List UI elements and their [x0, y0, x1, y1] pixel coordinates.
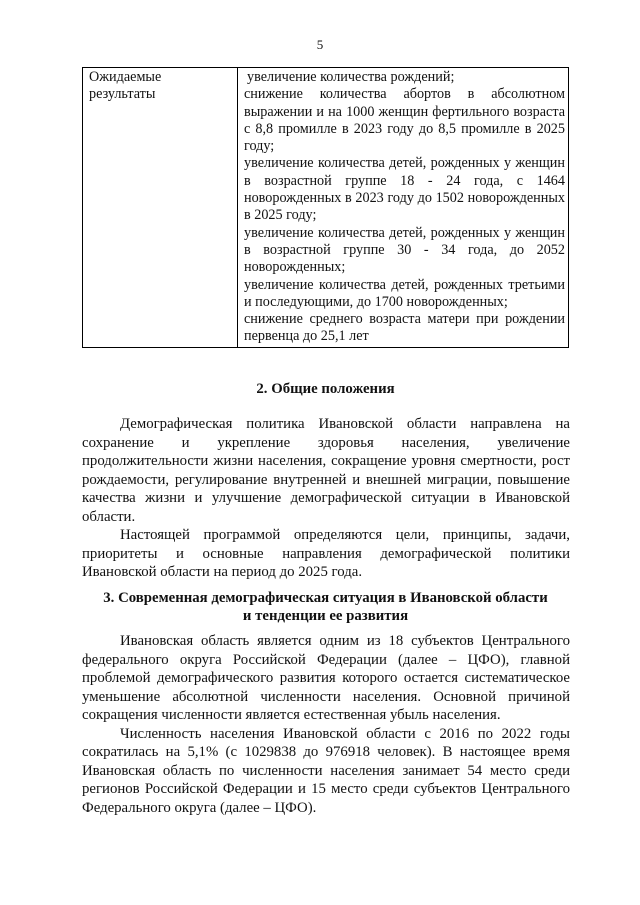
paragraph: Численность населения Ивановской области с 2016 по 2022 годы сократилась на 5,1% (с 1029838 до 976918 человек). В настоящее время Ивановская область по численности населения занимает 54 место среди регионов Российской Федерации и 15 место среди субъектов Центрального Федерального округа (далее – ЦФО). — [82, 725, 570, 816]
section-2-heading: 2. Общие положения — [256, 381, 395, 397]
label-cell — [83, 68, 238, 348]
result-item: увеличение количества детей, рожденных у женщин в возрастной группе 30 - 34 года, до 2052 новорожденных; — [244, 224, 565, 276]
page-number: 5 — [316, 37, 324, 52]
heading-line: 3. Современная демографическая ситуация в Ивановской области — [103, 590, 548, 606]
label-line: Ожидаемые — [89, 69, 162, 85]
paragraph: Демографическая политика Ивановской области направлена на сохранение и укрепление здоровья населения, увеличение продолжительности жизни населения, сокращение уровня смертности, рост рождаемости, регулирование внутренней и внешней миграции, повышение качества жизни и улучшение демографической ситуации в Ивановской области. — [82, 416, 570, 525]
paragraph: Ивановская область является одним из 18 субъектов Центрального федерального округа Российской Федерации (далее – ЦФО), главной проблемой демографического развития которого остается систематическое уменьшение абсолютной численности населения. Основной причиной сокращения численности является естественная убыль населения. — [82, 633, 570, 723]
section-3-heading — [82, 589, 569, 625]
label-line: результаты — [89, 86, 156, 103]
paragraph: Настоящей программой определяются цели, принципы, задачи, приоритеты и основные направления демографической политики Ивановской области на период до 2025 года. — [82, 527, 570, 580]
section-3-body — [82, 632, 570, 817]
heading-line: и тенденции ее развития — [242, 608, 409, 624]
table-row — [83, 68, 569, 348]
result-item: снижение количества абортов в абсолютном выражении и на 1000 женщин фертильного возраста с 8,8 промилле в 2023 году до 8,5 промилле в 2025 году; — [244, 86, 565, 155]
result-item: снижение среднего возраста матери при рождении первенца до 25,1 лет — [244, 311, 565, 345]
expected-results-table — [82, 67, 569, 348]
section-2-body — [82, 415, 570, 582]
result-item: увеличение количества рождений; — [247, 69, 455, 85]
result-item: увеличение количества детей, рожденных у женщин в возрастной группе 18 - 24 года, с 1464 новорожденных в 2023 году до 1502 новорожденных в 2025 году; — [244, 155, 565, 224]
result-item: увеличение количества детей, рожденных третьими и последующими, до 1700 новорожденных; — [244, 276, 565, 310]
value-cell — [238, 68, 569, 348]
